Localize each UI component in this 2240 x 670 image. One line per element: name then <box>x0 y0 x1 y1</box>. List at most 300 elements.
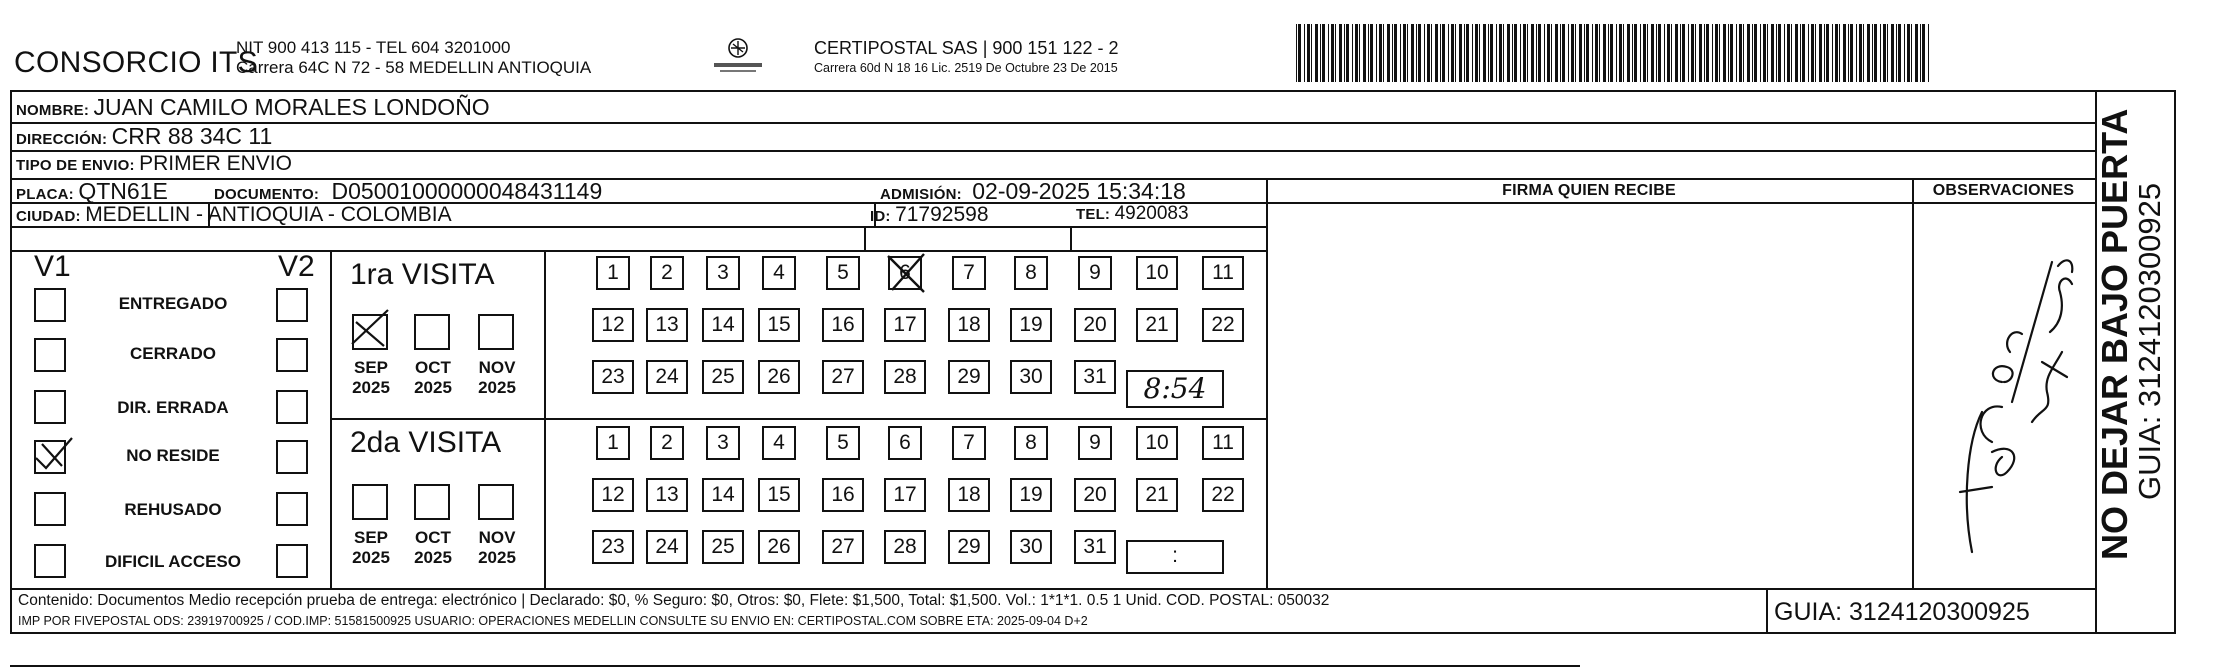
barcode-bar <box>1568 24 1569 82</box>
barcode-bar <box>1915 24 1918 82</box>
barcode-bar <box>1416 24 1417 82</box>
barcode-bar <box>1898 24 1901 82</box>
barcode-bar <box>1496 24 1497 82</box>
visit2-day-4[interactable]: 4 <box>762 426 796 460</box>
company-name: CONSORCIO ITS <box>14 46 258 79</box>
tel-value: 4920083 <box>1114 203 1189 224</box>
placa-value: QTN61E <box>78 178 168 204</box>
barcode-bar <box>1455 24 1456 82</box>
year-label: 2025 <box>414 378 452 397</box>
visit1-oct-checkbox[interactable] <box>414 314 450 350</box>
barcode-bar <box>1715 24 1718 82</box>
visit2-day-19[interactable]: 19 <box>1010 478 1052 512</box>
barcode-bar <box>1304 24 1305 82</box>
barcode-bar <box>1867 24 1870 82</box>
v2-no-reside-checkbox[interactable] <box>276 440 308 474</box>
barcode-bar <box>1363 24 1366 82</box>
barcode-bar <box>1407 24 1408 82</box>
visit2-month-oct <box>406 528 460 568</box>
barcode-bar <box>1752 24 1753 82</box>
visit2-day-16[interactable]: 16 <box>822 478 864 512</box>
barcode-bar <box>1719 24 1720 82</box>
visit1-day-1[interactable]: 1 <box>596 256 630 290</box>
barcode-bar <box>1459 24 1462 82</box>
visit1-day-31[interactable]: 31 <box>1074 360 1116 394</box>
barcode-bar <box>1795 24 1798 82</box>
barcode-bar <box>1328 24 1329 82</box>
direccion-label: DIRECCIÓN: <box>16 131 108 148</box>
barcode-bar <box>1503 24 1504 82</box>
v2-rehusado-checkbox[interactable] <box>276 492 308 526</box>
checkmark-icon <box>32 440 74 472</box>
barcode-bar <box>1671 24 1672 82</box>
visit1-day-11[interactable]: 11 <box>1202 256 1244 290</box>
visit2-day-1[interactable]: 1 <box>596 426 630 460</box>
barcode-bar <box>1531 24 1534 82</box>
visit2-day-28[interactable]: 28 <box>884 530 926 564</box>
month-label: SEP <box>353 358 389 377</box>
barcode-bar <box>1579 24 1582 82</box>
visit1-day-27[interactable]: 27 <box>822 360 864 394</box>
barcode-bar <box>1680 24 1681 82</box>
visit1-nov-checkbox[interactable] <box>478 314 514 350</box>
visit2-day-23[interactable]: 23 <box>592 530 634 564</box>
barcode-bar <box>1811 24 1814 82</box>
tipo-envio-value: PRIMER ENVIO <box>139 152 292 175</box>
visit1-day-24[interactable]: 24 <box>646 360 688 394</box>
visit1-day-28[interactable]: 28 <box>884 360 926 394</box>
visit2-day-10[interactable]: 10 <box>1136 426 1178 460</box>
tel-label: TEL: <box>1076 206 1111 223</box>
barcode-bar <box>1743 24 1744 82</box>
barcode-bar <box>1776 24 1777 82</box>
visit2-day-18[interactable]: 18 <box>948 478 990 512</box>
barcode-bar <box>1584 24 1585 82</box>
barcode-bar <box>1874 24 1877 82</box>
visit2-day-6[interactable]: 6 <box>888 426 922 460</box>
visit2-sep-checkbox[interactable] <box>352 484 388 520</box>
barcode-bar <box>1667 24 1670 82</box>
barcode-bar <box>1826 24 1829 82</box>
visit1-day-22[interactable]: 22 <box>1202 308 1244 342</box>
barcode-bar <box>1787 24 1790 82</box>
barcode-bar <box>1706 24 1709 82</box>
barcode-bar <box>1907 24 1910 82</box>
barcode-bar <box>1479 24 1480 82</box>
month-label: SEP <box>353 528 389 547</box>
barcode-bar <box>1296 24 1297 82</box>
barcode-bar <box>1387 24 1390 82</box>
visit1-day-12[interactable]: 12 <box>592 308 634 342</box>
barcode-bar <box>1379 24 1382 82</box>
barcode-bar <box>1843 24 1846 82</box>
barcode-bar <box>1643 24 1646 82</box>
visit2-nov-checkbox[interactable] <box>478 484 514 520</box>
barcode-bar <box>1784 24 1785 82</box>
year-label: 2025 <box>352 548 390 567</box>
barcode-bar <box>1856 24 1857 82</box>
ciudad-value: MEDELLIN - ANTIOQUIA - COLOMBIA <box>85 203 452 226</box>
visit2-month-nov <box>470 528 524 568</box>
nombre-label: NOMBRE: <box>16 102 90 119</box>
barcode-bar <box>1887 24 1888 82</box>
visit1-sep-checkbox[interactable] <box>352 314 388 350</box>
barcode-bar <box>1688 24 1689 82</box>
barcode-bar <box>1555 24 1558 82</box>
id-value: 71792598 <box>895 203 989 226</box>
barcode-bar <box>1695 24 1696 82</box>
visit2-oct-checkbox[interactable] <box>414 484 450 520</box>
admision-row <box>880 178 1186 205</box>
visit1-day-20[interactable]: 20 <box>1074 308 1116 342</box>
barcode-bar <box>1736 24 1737 82</box>
barcode-bar <box>1592 24 1593 82</box>
barcode-bar <box>1767 24 1768 82</box>
visit2-day-30[interactable]: 30 <box>1010 530 1052 564</box>
barcode-bar <box>1507 24 1510 82</box>
barcode-bar <box>1754 24 1757 82</box>
v1-entregado-checkbox[interactable] <box>34 288 66 322</box>
barcode-bar <box>1311 24 1312 82</box>
barcode-bar <box>1368 24 1369 82</box>
visit1-month-nov <box>470 358 524 398</box>
barcode-bar <box>1464 24 1465 82</box>
barcode-bar <box>1551 24 1552 82</box>
nit-line: NIT 900 413 115 - TEL 604 3201000 <box>236 38 511 57</box>
barcode-bar <box>1848 24 1849 82</box>
visit2-day-9[interactable]: 9 <box>1078 426 1112 460</box>
barcode-bar <box>1499 24 1502 82</box>
barcode-bar <box>1728 24 1729 82</box>
barcode-bar <box>1315 24 1318 82</box>
visit1-title: 1ra VISITA <box>350 258 495 291</box>
nombre-row <box>16 94 490 121</box>
option-dificil-acceso: DIFICIL ACCESO <box>104 552 241 571</box>
cross-mark-icon <box>346 306 394 350</box>
barcode-bar <box>1538 24 1541 82</box>
barcode-bar <box>1656 24 1657 82</box>
barcode-bar <box>1322 24 1325 82</box>
barcode-bar <box>1575 24 1576 82</box>
barcode-bar <box>1359 24 1360 82</box>
barcode-bar <box>1835 24 1838 82</box>
admision-value: 02-09-2025 15:34:18 <box>972 178 1186 204</box>
barcode-bar <box>1520 24 1521 82</box>
ciudad-row <box>16 203 452 227</box>
visit2-time-box[interactable]: : <box>1126 540 1224 574</box>
visit2-day-11[interactable]: 11 <box>1202 426 1244 460</box>
visit2-day-2[interactable]: 2 <box>650 426 684 460</box>
barcode-bar <box>1824 24 1825 82</box>
barcode-bar <box>1682 24 1685 82</box>
option-rehusado: REHUSADO <box>124 500 222 519</box>
visit1-time-box[interactable]: 8:54 <box>1126 370 1224 408</box>
barcode-bar <box>1699 24 1702 82</box>
visit1-day-7[interactable]: 7 <box>952 256 986 290</box>
v2-cerrado-checkbox[interactable] <box>276 338 308 372</box>
barcode-bar <box>1544 24 1545 82</box>
visit2-day-17[interactable]: 17 <box>884 478 926 512</box>
barcode-bar <box>1922 24 1925 82</box>
barcode-bar <box>1488 24 1489 82</box>
barcode-bar <box>1610 24 1613 82</box>
address-line: Carrera 64C N 72 - 58 MEDELLIN ANTIOQUIA <box>236 58 592 77</box>
visit1-day-18[interactable]: 18 <box>948 308 990 342</box>
barcode-bar <box>1891 24 1894 82</box>
barcode-bar <box>1647 24 1648 82</box>
option-entregado: ENTREGADO <box>118 294 228 313</box>
visit1-day-15[interactable]: 15 <box>758 308 800 342</box>
visit2-day-20[interactable]: 20 <box>1074 478 1116 512</box>
barcode-bar <box>1928 24 1929 82</box>
barcode-bar <box>1571 24 1574 82</box>
visit2-month-sep <box>344 528 398 568</box>
barcode-bar <box>1883 24 1886 82</box>
barcode-bar <box>1352 24 1353 82</box>
barcode-bar <box>1832 24 1833 82</box>
barcode-bar <box>1339 24 1342 82</box>
barcode-bar <box>1560 24 1561 82</box>
visit1-day-29[interactable]: 29 <box>948 360 990 394</box>
barcode-bar <box>1911 24 1912 82</box>
visit1-day-23[interactable]: 23 <box>592 360 634 394</box>
cross-mark-icon <box>884 250 930 296</box>
direccion-value: CRR 88 34C 11 <box>111 123 273 149</box>
barcode-bar <box>1658 24 1661 82</box>
barcode-bar <box>1802 24 1805 82</box>
tel-row <box>1076 203 1189 225</box>
barcode-bar <box>1863 24 1864 82</box>
observaciones-header: OBSERVACIONES <box>1932 182 2075 199</box>
visit1-day-17[interactable]: 17 <box>884 308 926 342</box>
barcode-bar <box>1800 24 1801 82</box>
visit1-day-2[interactable]: 2 <box>650 256 684 290</box>
barcode-bar <box>1427 24 1430 82</box>
barcode-bar <box>1411 24 1414 82</box>
barcode-bar <box>1634 24 1637 82</box>
barcode-bar <box>1771 24 1774 82</box>
barcode-bar <box>1651 24 1654 82</box>
barcode-bar <box>1451 24 1454 82</box>
barcode-bar <box>1490 24 1493 82</box>
v1-dificil-acceso-checkbox[interactable] <box>34 544 66 578</box>
barcode-bar <box>1320 24 1321 82</box>
documento-row <box>214 178 602 205</box>
barcode-bar <box>1608 24 1609 82</box>
barcode-bar <box>1850 24 1853 82</box>
barcode-bar <box>1424 24 1425 82</box>
barcode-bar <box>1739 24 1742 82</box>
visit1-day-3[interactable]: 3 <box>706 256 740 290</box>
visit2-day-27[interactable]: 27 <box>822 530 864 564</box>
visit2-day-24[interactable]: 24 <box>646 530 688 564</box>
barcode-bar <box>1595 24 1598 82</box>
v2-header: V2 <box>278 250 315 283</box>
visit1-day-6[interactable]: 6 <box>888 256 922 290</box>
company-contact <box>236 38 591 78</box>
visit1-day-26[interactable]: 26 <box>758 360 800 394</box>
barcode-bar <box>1523 24 1526 82</box>
barcode-bar <box>1394 24 1397 82</box>
barcode-bar <box>1355 24 1358 82</box>
barcode-bar <box>1675 24 1678 82</box>
barcode-bar <box>1536 24 1537 82</box>
barcode-bar <box>1483 24 1486 82</box>
barcode-bar <box>1712 24 1713 82</box>
certipostal-line: CERTIPOSTAL SAS | 900 151 122 - 2 <box>814 38 1119 58</box>
shipping-form <box>10 90 2176 634</box>
handwritten-observation <box>1932 242 2092 572</box>
tipo-envio-label: TIPO DE ENVIO: <box>16 157 135 174</box>
barcode-bar <box>1599 24 1600 82</box>
visit2-day-14[interactable]: 14 <box>702 478 744 512</box>
barcode-bar <box>1920 24 1921 82</box>
barcode-bar <box>1512 24 1513 82</box>
id-label: ID: <box>870 208 891 225</box>
barcode <box>1296 24 1930 82</box>
visit2-day-25[interactable]: 25 <box>702 530 744 564</box>
barcode-bar <box>1808 24 1809 82</box>
barcode-bar <box>1760 24 1761 82</box>
v1-dir-errada-checkbox[interactable] <box>34 390 66 424</box>
visit2-day-7[interactable]: 7 <box>952 426 986 460</box>
barcode-bar <box>1403 24 1406 82</box>
visit2-day-12[interactable]: 12 <box>592 478 634 512</box>
barcode-bar <box>1778 24 1781 82</box>
barcode-bar <box>1400 24 1401 82</box>
barcode-bar <box>1383 24 1384 82</box>
v1-header: V1 <box>34 250 71 283</box>
barcode-bar <box>1872 24 1873 82</box>
visit1-month-sep <box>344 358 398 398</box>
v1-rehusado-checkbox[interactable] <box>34 492 66 526</box>
visit2-day-13[interactable]: 13 <box>646 478 688 512</box>
visit1-day-4[interactable]: 4 <box>762 256 796 290</box>
footer-guia: GUIA: 3124120300925 <box>1774 598 2030 626</box>
barcode-bar <box>1376 24 1377 82</box>
visit1-day-5[interactable]: 5 <box>826 256 860 290</box>
option-no-reside: NO RESIDE <box>126 446 220 465</box>
barcode-bar <box>1616 24 1617 82</box>
barcode-bar <box>1307 24 1310 82</box>
barcode-bar <box>1442 24 1445 82</box>
barcode-bar <box>1747 24 1750 82</box>
year-label: 2025 <box>352 378 390 397</box>
visit1-day-13[interactable]: 13 <box>646 308 688 342</box>
barcode-bar <box>1562 24 1565 82</box>
barcode-bar <box>1880 24 1881 82</box>
no-dejar-bajo-puerta: NO DEJAR BAJO PUERTA <box>2094 108 2135 560</box>
certipostal-license: Carrera 60d N 18 16 Lic. 2519 De Octubre 23 De 2015 <box>814 61 1118 75</box>
barcode-bar <box>1839 24 1840 82</box>
v1-cerrado-checkbox[interactable] <box>34 338 66 372</box>
barcode-bar <box>1859 24 1862 82</box>
v2-dificil-acceso-checkbox[interactable] <box>276 544 308 578</box>
barcode-bar <box>1815 24 1816 82</box>
month-label: OCT <box>415 528 451 547</box>
documento-value: D05001000000048431149 <box>331 178 603 204</box>
barcode-bar <box>1730 24 1733 82</box>
barcode-bar <box>1632 24 1633 82</box>
month-label: NOV <box>478 358 516 377</box>
footer-print-info: IMP POR FIVEPOSTAL ODS: 23919700925 / COD.IMP: 51581500925 USUARIO: OPERACIONES MEDELLIN CONSULTE SU ENVIO EN: CERTIPOSTAL.COM SOBRE ETA: 2025-09-04 D+2 <box>18 614 1088 628</box>
barcode-bar <box>1547 24 1550 82</box>
tipo-envio-row <box>16 152 292 176</box>
barcode-bar <box>1440 24 1441 82</box>
visit2-day-31[interactable]: 31 <box>1074 530 1116 564</box>
visit2-day-29[interactable]: 29 <box>948 530 990 564</box>
barcode-bar <box>1723 24 1726 82</box>
month-label: OCT <box>415 358 451 377</box>
barcode-bar <box>1904 24 1905 82</box>
visit1-day-21[interactable]: 21 <box>1136 308 1178 342</box>
barcode-bar <box>1640 24 1641 82</box>
visit2-day-15[interactable]: 15 <box>758 478 800 512</box>
visit2-day-22[interactable]: 22 <box>1202 478 1244 512</box>
placa-row <box>16 178 168 205</box>
barcode-bar <box>1472 24 1473 82</box>
v2-entregado-checkbox[interactable] <box>276 288 308 322</box>
certipostal-info <box>814 38 1119 78</box>
option-cerrado: CERRADO <box>130 344 216 363</box>
visit1-day-30[interactable]: 30 <box>1010 360 1052 394</box>
visit2-day-21[interactable]: 21 <box>1136 478 1178 512</box>
visit1-day-19[interactable]: 19 <box>1010 308 1052 342</box>
month-label: NOV <box>478 528 516 547</box>
visit1-day-9[interactable]: 9 <box>1078 256 1112 290</box>
barcode-bar <box>1418 24 1421 82</box>
firma-header: FIRMA QUIEN RECIBE <box>1502 182 1676 199</box>
barcode-bar <box>1475 24 1478 82</box>
visit2-day-8[interactable]: 8 <box>1014 426 1048 460</box>
year-label: 2025 <box>478 548 516 567</box>
visit1-day-16[interactable]: 16 <box>822 308 864 342</box>
visit2-day-5[interactable]: 5 <box>826 426 860 460</box>
barcode-bar <box>1331 24 1334 82</box>
barcode-bar <box>1514 24 1517 82</box>
visit1-day-25[interactable]: 25 <box>702 360 744 394</box>
barcode-bar <box>1298 24 1301 82</box>
barcode-bar <box>1344 24 1345 82</box>
barcode-bar <box>1346 24 1349 82</box>
placa-label: PLACA: <box>16 186 74 203</box>
barcode-bar <box>1623 24 1624 82</box>
barcode-bar <box>1691 24 1694 82</box>
barcode-bar <box>1527 24 1528 82</box>
nombre-value: JUAN CAMILO MORALES LONDOÑO <box>93 94 490 120</box>
barcode-bar <box>1431 24 1432 82</box>
barcode-bar <box>1664 24 1665 82</box>
visit1-day-8[interactable]: 8 <box>1014 256 1048 290</box>
v1-no-reside-checkbox[interactable] <box>34 440 66 474</box>
barcode-bar <box>1603 24 1606 82</box>
barcode-bar <box>1448 24 1449 82</box>
id-row <box>870 203 989 227</box>
year-label: 2025 <box>478 378 516 397</box>
barcode-bar <box>1586 24 1589 82</box>
visit2-day-3[interactable]: 3 <box>706 426 740 460</box>
barcode-bar <box>1763 24 1766 82</box>
certipostal-logo <box>706 34 770 80</box>
barcode-bar <box>1466 24 1469 82</box>
ciudad-label: CIUDAD: <box>16 208 81 225</box>
visit1-day-10[interactable]: 10 <box>1136 256 1178 290</box>
barcode-bar <box>1392 24 1393 82</box>
visit1-day-14[interactable]: 14 <box>702 308 744 342</box>
barcode-bar <box>1704 24 1705 82</box>
v2-dir-errada-checkbox[interactable] <box>276 390 308 424</box>
visit2-day-26[interactable]: 26 <box>758 530 800 564</box>
